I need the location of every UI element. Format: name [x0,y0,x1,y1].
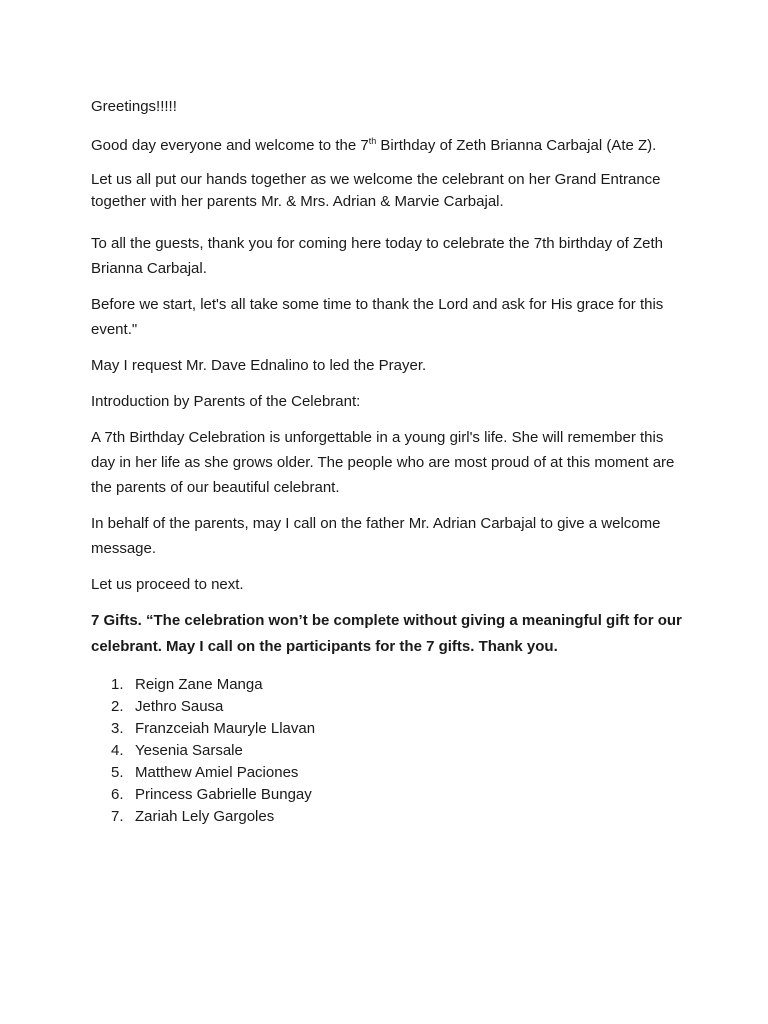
list-item [91,806,691,828]
list-item [91,718,691,740]
list-number: 3. [111,720,124,737]
participant-name: Matthew Amiel Paciones [135,764,299,781]
celebration-paragraph: A 7th Birthday Celebration is unforgettable in a young girl's life. She will remember this day in her life as she grows older. The people who are most proud of at this moment are the parents of our beautiful celebrant. [91,429,675,496]
thanks-guests-paragraph: To all the guests, thank you for coming here today to celebrate the 7th birthday of Zeth Brianna Carbajal. [91,235,664,277]
ordinal-superscript: th [368,136,377,146]
list-item [91,740,691,762]
list-item [91,784,691,806]
document-body [91,94,691,828]
gifts-list [91,674,691,828]
prayer-intro-paragraph: Before we start, let's all take some time to thank the Lord and ask for His grace for this event." [91,296,664,338]
list-item [91,696,691,718]
participant-name: Yesenia Sarsale [135,742,243,759]
father-message-paragraph: In behalf of the parents, may I call on the father Mr. Adrian Carbajal to give a welcome message. [91,515,661,557]
entrance-paragraph: Let us all put our hands together as we welcome the celebrant on her Grand Entrance together with her parents Mr. & Mrs. Adrian & Marvie Carbajal. [91,171,661,210]
list-number: 5. [111,764,124,781]
list-number: 2. [111,698,124,715]
list-item [91,674,691,696]
list-number: 1. [111,676,124,693]
gifts-heading: 7 Gifts. “The celebration won’t be complete without giving a meaningful gift for our celebrant. May I call on the participants for the 7 gifts. Thank you. [91,612,682,655]
participant-name: Zariah Lely Gargoles [135,808,275,825]
participant-name: Jethro Sausa [135,698,224,715]
participant-name: Franzceiah Mauryle Llavan [135,720,316,737]
participant-name: Princess Gabrielle Bungay [135,786,312,803]
participant-name: Reign Zane Manga [135,676,263,693]
greeting-line: Greetings!!!!! [91,98,177,115]
list-number: 4. [111,742,124,759]
prayer-request-paragraph: May I request Mr. Dave Ednalino to led the Prayer. [91,357,427,374]
list-number: 6. [111,786,124,803]
welcome-text-end: Birthday of Zeth Brianna Carbajal (Ate Z). [376,137,657,154]
list-item [91,762,691,784]
proceed-paragraph: Let us proceed to next. [91,576,244,593]
list-number: 7. [111,808,124,825]
intro-parents-heading: Introduction by Parents of the Celebrant: [91,393,361,410]
welcome-paragraph [91,133,691,158]
welcome-text-start: Good day everyone and welcome to the 7 [91,137,369,154]
